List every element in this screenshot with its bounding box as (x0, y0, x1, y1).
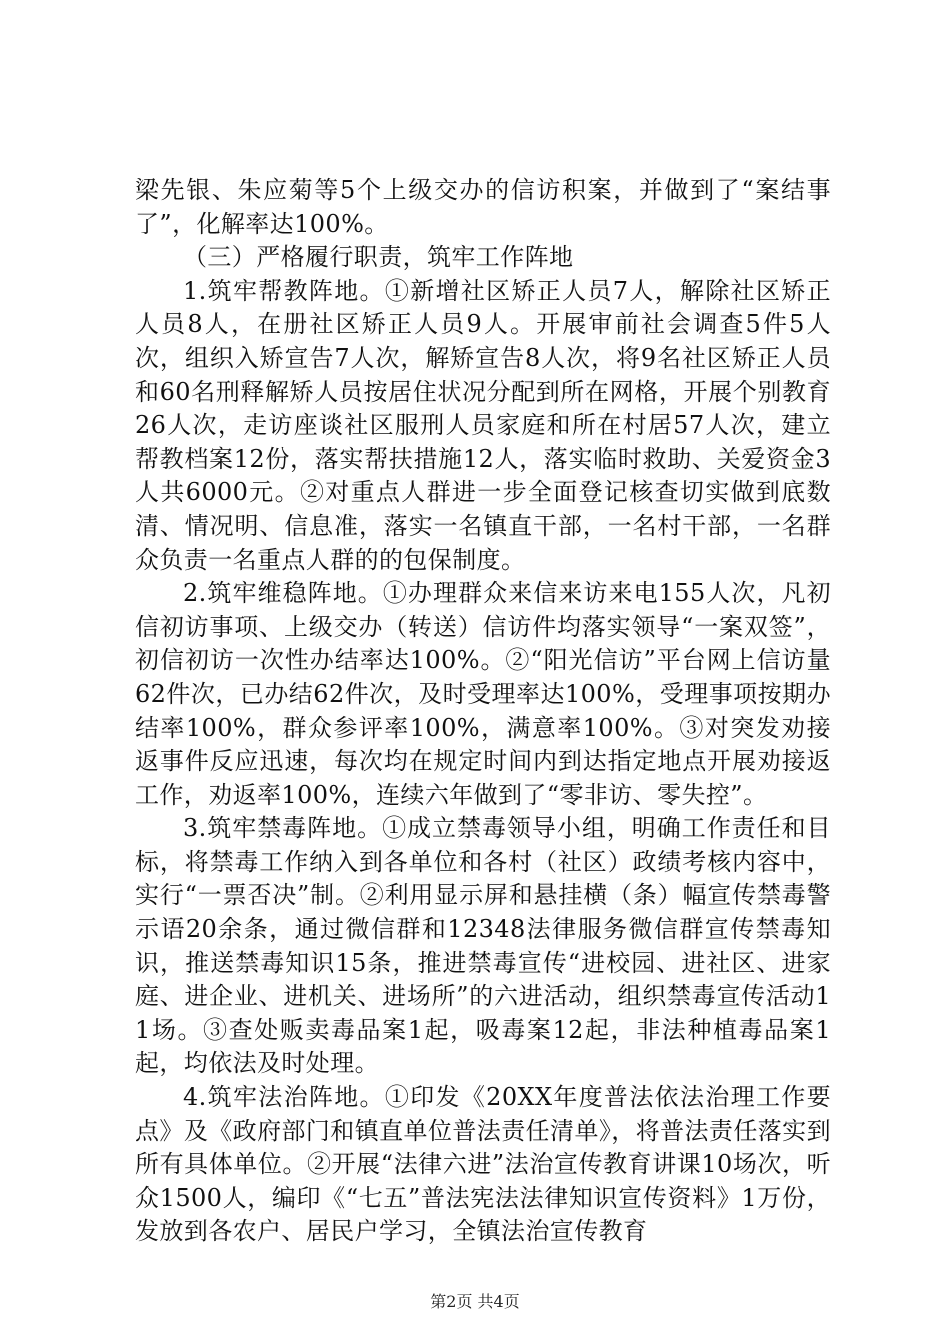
document-body (135, 174, 831, 1249)
page-number-footer: 第2页 共4页 (430, 1292, 520, 1311)
section-heading: （三）严格履行职责，筑牢工作阵地 (183, 243, 574, 272)
paragraph-rule-of-law: 4.筑牢法治阵地。①印发《20XX年度普法依法治理工作要点》及《政府部门和镇直单位普法责任清单》，将普法责任落实到所有具体单位。②开展“法律六进”法治宣传教育讲课10场次，听众1500人，编印《“七五”普法宪法法律知识宣传资料》1万份，发放到各农户、居民户学习，全镇法治宣传教育 (135, 1083, 831, 1246)
paragraph-stability: 2.筑牢维稳阵地。①办理群众来信来访来电155人次，凡初信初访事项、上级交办（转送）信访件均落实领导“一案双签”，初信初访一次性办结率达100%。②“阳光信访”平台网上信访量62件次，已办结62件次，及时受理率达100%，受理事项按期办结率100%，群众参评率100%，满意率100%。③对突发劝接返事件反应迅速，每次均在规定时间内到达指定地点开展劝接返工作，劝返率100%，连续六年做到了“零非访、零失控”。 (135, 579, 831, 809)
paragraph-rehabilitation: 1.筑牢帮教阵地。①新增社区矫正人员7人，解除社区矫正人员8人，在册社区矫正人员9人。开展审前社会调查5件5人次，组织入矫宣告7人次，解矫宣告8人次，将9名社区矫正人员和60名刑释解矫人员按居住状况分配到所在网格，开展个别教育26人次，走访座谈社区服刑人员家庭和所在村居57人次，建立帮教档案12份，落实帮扶措施12人，落实临时救助、关爱资金3人共6000元。②对重点人群进一步全面登记核查切实做到底数清、情况明、信息准，落实一名镇直干部，一名村干部，一名群众负责一名重点人群的的包保制度。 (135, 276, 831, 574)
paragraph-anti-drug: 3.筑牢禁毒阵地。①成立禁毒领导小组，明确工作责任和目标，将禁毒工作纳入到各单位和各村（社区）政绩考核内容中，实行“一票否决”制。②利用显示屏和悬挂横（条）幅宣传禁毒警示语20余条，通过微信群和12348法律服务微信群宣传禁毒知识，推送禁毒知识15条，推进禁毒宣传“进校园、进社区、进家庭、进企业、进机关、进场所”的六进活动，组织禁毒宣传活动11场。③查处贩卖毒品案1起，吸毒案12起，非法种植毒品案1起，均依法及时处理。 (135, 814, 831, 1078)
continuation-paragraph: 梁先银、朱应菊等5个上级交办的信访积案，并做到了“案结事了”，化解率达100%。 (135, 176, 831, 238)
